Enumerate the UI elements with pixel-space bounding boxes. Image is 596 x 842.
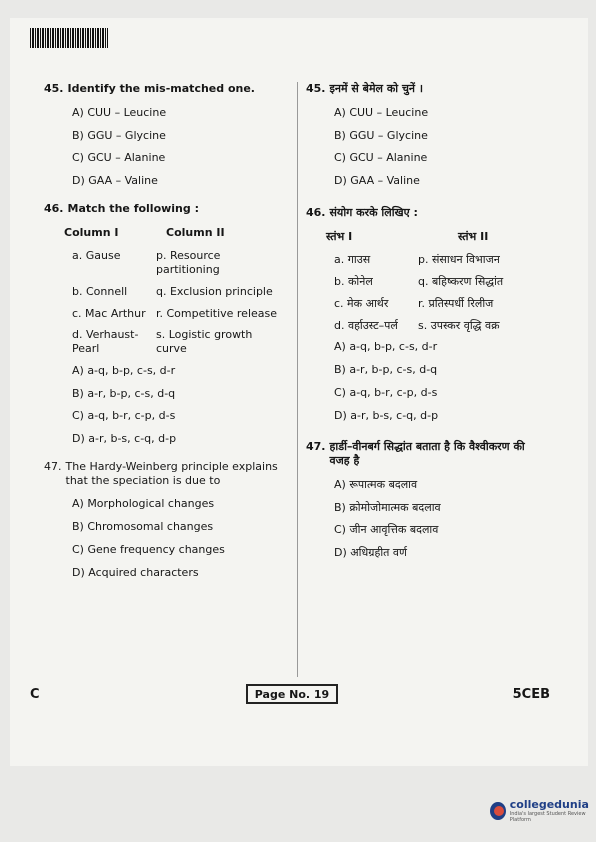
match-row: c. मेक आर्थर r. प्रतिस्पर्धी रिलीज bbox=[334, 296, 494, 310]
question-45-en: 45. Identify the mis-matched one. A) CUU – Leucine B) GGU – Glycine C) GCU – Alanine D) GAA – Valine bbox=[44, 82, 284, 188]
question-text: इनमें से बेमेल को चुनें । bbox=[329, 82, 424, 95]
option-b: B) क्रोमोजोमात्मक बदलाव bbox=[334, 500, 441, 514]
option-b: B) a-r, b-p, c-s, d-q bbox=[72, 386, 176, 400]
hindi-column bbox=[306, 82, 546, 574]
match-row: d. वर्हाउस्ट–पर्ल s. उपस्कर वृद्धि वक्र bbox=[334, 318, 500, 332]
option-c: C) GCU – Alanine bbox=[334, 151, 428, 165]
match-row: b. कोनेल q. बहिष्करण सिद्धांत bbox=[334, 275, 504, 288]
option-d: D) GAA – Valine bbox=[72, 174, 158, 187]
brand-name: collegedunia bbox=[509, 798, 589, 811]
option-b: B) a-r, b-p, c-s, d-q bbox=[334, 363, 438, 376]
question-text: संयोग करके लिखिए : bbox=[329, 205, 418, 219]
option-c: C) a-q, b-r, c-p, d-s bbox=[334, 385, 438, 399]
option-c: C) a-q, b-r, c-p, d-s bbox=[72, 409, 176, 423]
question-text: Identify the mis-matched one. bbox=[67, 82, 255, 95]
english-column bbox=[44, 82, 284, 593]
option-b: B) Chromosomal changes bbox=[72, 520, 214, 533]
match-table-header: Column I Column II bbox=[64, 225, 225, 239]
option-c: C) GCU – Alanine bbox=[72, 151, 166, 165]
match-row: b. Connell q. Exclusion principle bbox=[72, 284, 273, 298]
match-row: c. Mac Arthur r. Competitive release bbox=[72, 306, 278, 320]
brand-icon bbox=[490, 802, 506, 820]
match-table-header: स्तंभ I स्तंभ II bbox=[326, 229, 489, 243]
collegedunia-logo bbox=[490, 798, 596, 823]
option-d: D) GAA – Valine bbox=[334, 174, 420, 187]
match-row: d. Verhaust-Pearl s. Logistic growth curve bbox=[72, 328, 253, 355]
footer-left-mark: C bbox=[30, 687, 40, 702]
column-divider bbox=[297, 82, 298, 677]
option-d: D) Acquired characters bbox=[72, 565, 199, 579]
option-a: A) रूपात्मक बदलाव bbox=[334, 477, 418, 491]
question-text: Match the following : bbox=[67, 201, 199, 215]
brand-tagline: India's largest Student Review Platform bbox=[509, 811, 586, 823]
option-c: C) Gene frequency changes bbox=[72, 542, 225, 556]
option-a: A) Morphological changes bbox=[72, 497, 215, 511]
option-b: B) GGU – Glycine bbox=[72, 128, 166, 142]
option-a: A) a-q, b-p, c-s, d-r bbox=[72, 363, 176, 377]
question-47-hi: 47. हार्डी–वीनबर्ग सिद्धांत बताता है कि वैश्वीकरण की वजह है A) रूपात्मक बदलाव B) क्रोमोजोमात्मक बदलाव C) जीन आवृत्तिक बदलाव D) अधिग्रहीत वर्ण bbox=[306, 440, 546, 560]
question-46-hi: 46. संयोग करके लिखिए : स्तंभ I स्तंभ II a. गाउस p. संसाधन विभाजन b. कोनेल q. बहिष्करण सिद्धांत c. मेक आर्थर r. प्रतिस्पर्धी रिलीज d. वर्हाउस्ट–पर्ल s. उपस्कर वृद्धि वक्र A) a-q, b-p, c-s, d-r B) a-r, b-p, c-s, d-q C) a-q, b-r, c-p, d-s D) a-r, b-s, c-q, d-p bbox=[306, 206, 546, 423]
question-45-hi: 45. इनमें से बेमेल को चुनें । A) CUU – Leucine B) GGU – Glycine C) GCU – Alanine D) GAA – Valine bbox=[306, 82, 546, 188]
question-46-en: 46. Match the following : Column I Column II a. Gause p. Resource partitioning b. Connell q. Exclusion principle c. Mac Arthur r. Competitive release d. Verhaust-Pearl s. Logistic growth curve A) a-q, b-p, c-s, d-r B) a-r, b-p, c-s, d-q C) a-q, b-r, c-p, d-s D) a-r, b-s, c-q, d-p bbox=[44, 202, 284, 446]
question-text: The Hardy-Weinberg principle explains that the speciation is due to bbox=[65, 459, 278, 487]
question-text: हार्डी–वीनबर्ग सिद्धांत बताता है कि वैश्वीकरण की वजह है bbox=[329, 440, 525, 467]
question-47-en: 47. The Hardy-Weinberg principle explains that the speciation is due to A) Morphological changes B) Chromosomal changes C) Gene frequency changes D) Acquired characters bbox=[44, 460, 284, 580]
barcode bbox=[30, 28, 108, 48]
match-row: a. गाउस p. संसाधन विभाजन bbox=[334, 253, 500, 267]
option-a: A) CUU – Leucine bbox=[334, 105, 429, 119]
page-number: Page No. 19 bbox=[246, 684, 338, 704]
option-d: D) अधिग्रहीत वर्ण bbox=[334, 546, 408, 559]
page-footer bbox=[30, 684, 550, 706]
option-a: A) a-q, b-p, c-s, d-r bbox=[334, 340, 438, 354]
booklet-code: 5CEB bbox=[512, 687, 550, 702]
option-c: C) जीन आवृत्तिक बदलाव bbox=[334, 523, 439, 537]
option-a: A) CUU – Leucine bbox=[72, 105, 167, 119]
match-row: a. Gause p. Resource partitioning bbox=[72, 249, 221, 276]
option-d: D) a-r, b-s, c-q, d-p bbox=[334, 408, 439, 422]
option-b: B) GGU – Glycine bbox=[334, 128, 428, 142]
option-d: D) a-r, b-s, c-q, d-p bbox=[72, 432, 177, 445]
